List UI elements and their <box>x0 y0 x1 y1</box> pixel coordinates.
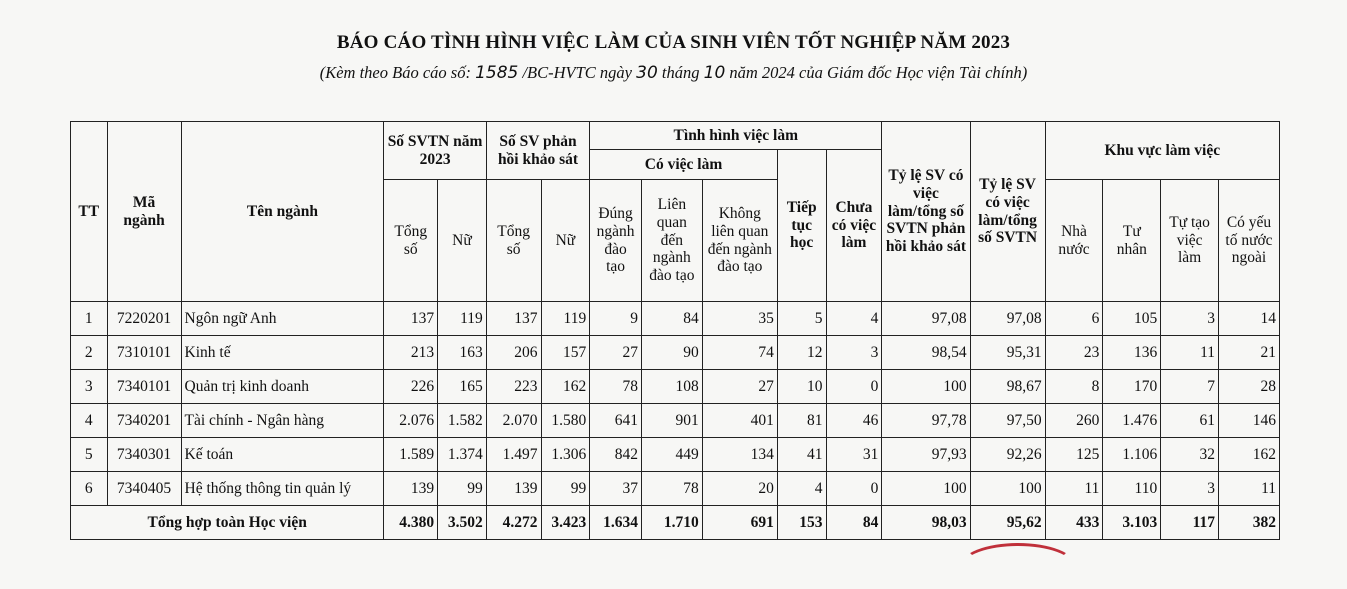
header-nuoc-ngoai: Có yếu tố nước ngoài <box>1219 180 1280 302</box>
row-nuoc-ngoai: 28 <box>1219 370 1280 404</box>
header-ph-tong-so: Tổng số <box>486 180 541 302</box>
row-ty-le-phan-hoi: 97,93 <box>882 438 970 472</box>
total-tiep-tuc-hoc: 153 <box>777 506 826 540</box>
row-ph-nu: 162 <box>541 370 590 404</box>
row-nuoc-ngoai: 21 <box>1219 336 1280 370</box>
total-chua-co: 84 <box>826 506 882 540</box>
row-nu: 165 <box>438 370 487 404</box>
report-number: 1585 <box>475 63 519 83</box>
header-dung-nganh: Đúng ngành đào tạo <box>590 180 642 302</box>
row-ph-tong-so: 2.070 <box>486 404 541 438</box>
row-tiep-tuc-hoc: 5 <box>777 302 826 336</box>
row-chua-co: 31 <box>826 438 882 472</box>
row-nuoc-ngoai: 14 <box>1219 302 1280 336</box>
header-ty-le-tong: Tỷ lệ SV có việc làm/tổng số SVTN <box>970 122 1045 302</box>
row-nuoc-ngoai: 11 <box>1219 472 1280 506</box>
report-subtitle <box>0 63 1347 83</box>
row-tong-so: 226 <box>384 370 438 404</box>
row-khong-lien-quan: 74 <box>702 336 777 370</box>
row-ten-nganh: Tài chính - Ngân hàng <box>181 404 384 438</box>
report-title: BÁO CÁO TÌNH HÌNH VIỆC LÀM CỦA SINH VIÊN TỐT NGHIỆP NĂM 2023 <box>336 32 1011 53</box>
header-tinh-hinh: Tình hình việc làm <box>590 122 882 150</box>
row-lien-quan: 449 <box>641 438 702 472</box>
row-chua-co: 4 <box>826 302 882 336</box>
row-ty-le-phan-hoi: 100 <box>882 472 970 506</box>
row-ph-tong-so: 223 <box>486 370 541 404</box>
row-tong-so: 137 <box>384 302 438 336</box>
header-ma-nganh: Mã ngành <box>107 122 181 302</box>
header-nha-nuoc: Nhà nước <box>1045 180 1103 302</box>
row-nha-nuoc: 260 <box>1045 404 1103 438</box>
row-chua-co: 46 <box>826 404 882 438</box>
row-nu: 163 <box>438 336 487 370</box>
total-ph-nu: 3.423 <box>541 506 590 540</box>
table-row <box>71 404 1280 438</box>
header-nu: Nữ <box>438 180 487 302</box>
total-tu-tao: 117 <box>1161 506 1219 540</box>
header-lien-quan: Liên quan đến ngành đào tạo <box>641 180 702 302</box>
row-ma-nganh: 7220201 <box>107 302 181 336</box>
report-month: 10 <box>703 63 726 83</box>
row-tu-tao: 11 <box>1161 336 1219 370</box>
row-ma-nganh: 7340405 <box>107 472 181 506</box>
row-tu-nhan: 105 <box>1103 302 1161 336</box>
total-dung-nganh: 1.634 <box>590 506 642 540</box>
row-khong-lien-quan: 35 <box>702 302 777 336</box>
subtitle-prefix: (Kèm theo Báo cáo số: <box>319 63 471 82</box>
row-ten-nganh: Hệ thống thông tin quản lý <box>181 472 384 506</box>
row-ph-tong-so: 1.497 <box>486 438 541 472</box>
row-tt: 6 <box>71 472 108 506</box>
row-ph-tong-so: 139 <box>486 472 541 506</box>
row-chua-co: 3 <box>826 336 882 370</box>
row-tong-so: 213 <box>384 336 438 370</box>
total-ty-le-tong: 95,62 <box>970 506 1045 540</box>
total-nu: 3.502 <box>438 506 487 540</box>
row-tu-tao: 3 <box>1161 472 1219 506</box>
row-chua-co: 0 <box>826 370 882 404</box>
row-ma-nganh: 7340201 <box>107 404 181 438</box>
subtitle-mid2: tháng <box>661 63 700 82</box>
row-dung-nganh: 37 <box>590 472 642 506</box>
row-tt: 4 <box>71 404 108 438</box>
total-tong-so: 4.380 <box>384 506 438 540</box>
row-tt: 2 <box>71 336 108 370</box>
row-tu-tao: 61 <box>1161 404 1219 438</box>
header-so-svtn: Số SVTN năm 2023 <box>384 122 486 180</box>
header-chua-co: Chưa có việc làm <box>826 150 882 302</box>
row-ten-nganh: Ngôn ngữ Anh <box>181 302 384 336</box>
row-tiep-tuc-hoc: 41 <box>777 438 826 472</box>
row-tong-so: 2.076 <box>384 404 438 438</box>
row-ma-nganh: 7340301 <box>107 438 181 472</box>
row-tu-tao: 3 <box>1161 302 1219 336</box>
row-tu-nhan: 136 <box>1103 336 1161 370</box>
row-tt: 1 <box>71 302 108 336</box>
row-ph-nu: 119 <box>541 302 590 336</box>
row-ph-nu: 1.580 <box>541 404 590 438</box>
total-lien-quan: 1.710 <box>641 506 702 540</box>
row-ph-tong-so: 137 <box>486 302 541 336</box>
row-lien-quan: 84 <box>641 302 702 336</box>
row-nha-nuoc: 23 <box>1045 336 1103 370</box>
row-ten-nganh: Quản trị kinh doanh <box>181 370 384 404</box>
row-ty-le-phan-hoi: 100 <box>882 370 970 404</box>
total-label: Tổng hợp toàn Học viện <box>71 506 384 540</box>
row-nu: 1.582 <box>438 404 487 438</box>
header-so-sv-phan-hoi: Số SV phản hồi khảo sát <box>486 122 589 180</box>
row-nuoc-ngoai: 162 <box>1219 438 1280 472</box>
row-ty-le-tong: 100 <box>970 472 1045 506</box>
row-lien-quan: 901 <box>641 404 702 438</box>
header-tu-nhan: Tư nhân <box>1103 180 1161 302</box>
row-ty-le-tong: 97,08 <box>970 302 1045 336</box>
row-nha-nuoc: 8 <box>1045 370 1103 404</box>
row-ty-le-tong: 95,31 <box>970 336 1045 370</box>
header-tong-so: Tổng số <box>384 180 438 302</box>
row-nu: 119 <box>438 302 487 336</box>
row-dung-nganh: 78 <box>590 370 642 404</box>
row-tu-nhan: 1.106 <box>1103 438 1161 472</box>
row-nha-nuoc: 11 <box>1045 472 1103 506</box>
employment-table <box>70 121 1280 540</box>
header-khong-lien-quan: Không liên quan đến ngành đào tạo <box>702 180 777 302</box>
row-ty-le-tong: 98,67 <box>970 370 1045 404</box>
row-dung-nganh: 842 <box>590 438 642 472</box>
row-tu-tao: 7 <box>1161 370 1219 404</box>
red-seal-stamp <box>960 543 1076 589</box>
row-chua-co: 0 <box>826 472 882 506</box>
row-ten-nganh: Kinh tế <box>181 336 384 370</box>
row-ph-nu: 157 <box>541 336 590 370</box>
row-ty-le-phan-hoi: 97,08 <box>882 302 970 336</box>
row-lien-quan: 108 <box>641 370 702 404</box>
row-ph-tong-so: 206 <box>486 336 541 370</box>
header-tu-tao: Tự tạo việc làm <box>1161 180 1219 302</box>
row-dung-nganh: 641 <box>590 404 642 438</box>
total-ph-tong-so: 4.272 <box>486 506 541 540</box>
subtitle-mid1: /BC-HVTC ngày <box>522 63 633 82</box>
row-tong-so: 1.589 <box>384 438 438 472</box>
header-co-viec-lam: Có việc làm <box>590 150 778 180</box>
row-tiep-tuc-hoc: 10 <box>777 370 826 404</box>
table-row <box>71 336 1280 370</box>
row-tu-nhan: 1.476 <box>1103 404 1161 438</box>
table-row <box>71 370 1280 404</box>
header-tt: TT <box>71 122 108 302</box>
row-khong-lien-quan: 401 <box>702 404 777 438</box>
header-ph-nu: Nữ <box>541 180 590 302</box>
row-khong-lien-quan: 134 <box>702 438 777 472</box>
row-nha-nuoc: 125 <box>1045 438 1103 472</box>
row-nuoc-ngoai: 146 <box>1219 404 1280 438</box>
row-tt: 3 <box>71 370 108 404</box>
row-tiep-tuc-hoc: 81 <box>777 404 826 438</box>
row-lien-quan: 90 <box>641 336 702 370</box>
total-khong-lien-quan: 691 <box>702 506 777 540</box>
table-row <box>71 302 1280 336</box>
row-ty-le-tong: 92,26 <box>970 438 1045 472</box>
table-row <box>71 438 1280 472</box>
header-tiep-tuc-hoc: Tiếp tục học <box>777 150 826 302</box>
total-ty-le-phan-hoi: 98,03 <box>882 506 970 540</box>
row-tu-tao: 32 <box>1161 438 1219 472</box>
total-tu-nhan: 3.103 <box>1103 506 1161 540</box>
total-nuoc-ngoai: 382 <box>1219 506 1280 540</box>
row-nu: 99 <box>438 472 487 506</box>
row-nha-nuoc: 6 <box>1045 302 1103 336</box>
header-ten-nganh: Tên ngành <box>181 122 384 302</box>
row-dung-nganh: 9 <box>590 302 642 336</box>
row-nu: 1.374 <box>438 438 487 472</box>
row-tt: 5 <box>71 438 108 472</box>
header-ty-le-phan-hoi: Tỷ lệ SV có việc làm/tổng số SVTN phản hồi khảo sát <box>882 122 970 302</box>
row-ph-nu: 1.306 <box>541 438 590 472</box>
row-ty-le-tong: 97,50 <box>970 404 1045 438</box>
row-ma-nganh: 7340101 <box>107 370 181 404</box>
subtitle-suffix: năm 2024 của Giám đốc Học viện Tài chính) <box>729 63 1028 82</box>
table-row <box>71 472 1280 506</box>
row-ma-nganh: 7310101 <box>107 336 181 370</box>
row-tong-so: 139 <box>384 472 438 506</box>
report-day: 30 <box>636 63 658 83</box>
row-ten-nganh: Kế toán <box>181 438 384 472</box>
row-lien-quan: 78 <box>641 472 702 506</box>
row-khong-lien-quan: 20 <box>702 472 777 506</box>
total-nha-nuoc: 433 <box>1045 506 1103 540</box>
header-khu-vuc: Khu vực làm việc <box>1045 122 1279 180</box>
row-tu-nhan: 110 <box>1103 472 1161 506</box>
row-tiep-tuc-hoc: 12 <box>777 336 826 370</box>
row-ph-nu: 99 <box>541 472 590 506</box>
row-tiep-tuc-hoc: 4 <box>777 472 826 506</box>
row-ty-le-phan-hoi: 97,78 <box>882 404 970 438</box>
table-total-row <box>71 506 1280 540</box>
row-khong-lien-quan: 27 <box>702 370 777 404</box>
row-tu-nhan: 170 <box>1103 370 1161 404</box>
row-dung-nganh: 27 <box>590 336 642 370</box>
row-ty-le-phan-hoi: 98,54 <box>882 336 970 370</box>
